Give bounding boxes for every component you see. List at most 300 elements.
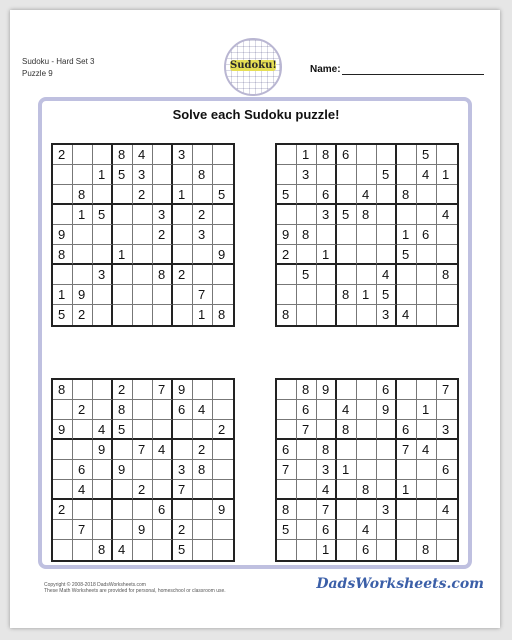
sudoku-cell[interactable]	[277, 400, 297, 420]
sudoku-cell[interactable]	[337, 225, 357, 245]
sudoku-cell: 4	[417, 165, 437, 185]
sudoku-cell[interactable]	[133, 380, 153, 400]
sudoku-cell: 3	[317, 205, 337, 225]
sudoku-cell[interactable]	[357, 460, 377, 480]
sudoku-cell[interactable]	[357, 245, 377, 265]
sudoku-cell[interactable]	[437, 145, 457, 165]
sudoku-cell: 6	[153, 500, 173, 520]
copyright-text: Copyright © 2008-2018 DadsWorksheets.com	[44, 582, 146, 588]
sudoku-cell: 4	[337, 400, 357, 420]
sudoku-cell[interactable]	[193, 245, 213, 265]
sudoku-cell[interactable]	[193, 520, 213, 540]
sudoku-cell: 9	[213, 500, 233, 520]
sudoku-cell: 8	[417, 540, 437, 560]
sudoku-cell: 9	[93, 440, 113, 460]
sudoku-cell[interactable]	[397, 165, 417, 185]
sudoku-cell: 2	[113, 380, 133, 400]
sudoku-cell[interactable]	[417, 500, 437, 520]
sudoku-cell: 8	[437, 265, 457, 285]
sudoku-cell[interactable]	[437, 285, 457, 305]
sudoku-cell: 7	[193, 285, 213, 305]
sudoku-cell[interactable]	[113, 480, 133, 500]
sudoku-cell[interactable]	[93, 520, 113, 540]
sudoku-cell[interactable]	[377, 205, 397, 225]
sudoku-cell[interactable]	[53, 440, 73, 460]
sudoku-cell[interactable]	[153, 245, 173, 265]
sudoku-cell[interactable]	[153, 285, 173, 305]
sudoku-cell[interactable]	[317, 305, 337, 325]
sudoku-cell[interactable]	[133, 285, 153, 305]
sudoku-cell[interactable]	[173, 205, 193, 225]
sudoku-cell: 1	[93, 165, 113, 185]
sudoku-cell[interactable]	[193, 185, 213, 205]
sudoku-cell: 9	[277, 225, 297, 245]
sudoku-cell[interactable]	[337, 540, 357, 560]
sudoku-cell[interactable]	[173, 500, 193, 520]
sudoku-cell[interactable]	[113, 285, 133, 305]
sudoku-cell[interactable]	[153, 185, 173, 205]
sudoku-cell: 1	[173, 185, 193, 205]
sudoku-cell[interactable]	[53, 205, 73, 225]
sudoku-cell[interactable]	[357, 305, 377, 325]
sudoku-cell[interactable]	[53, 400, 73, 420]
sudoku-cell: 7	[317, 500, 337, 520]
sudoku-cell: 1	[357, 285, 377, 305]
sudoku-cell: 4	[113, 540, 133, 560]
sudoku-cell[interactable]	[213, 225, 233, 245]
sudoku-cell: 2	[133, 185, 153, 205]
sudoku-cell: 8	[218, 307, 226, 322]
sudoku-cell[interactable]	[53, 520, 73, 540]
sudoku-cell[interactable]	[153, 165, 173, 185]
sudoku-cell[interactable]	[93, 480, 113, 500]
sudoku-cell[interactable]	[93, 185, 113, 205]
set-title: Sudoku - Hard Set 3	[22, 57, 95, 66]
sudoku-cell[interactable]	[153, 460, 173, 480]
sudoku-cell[interactable]	[297, 305, 317, 325]
sudoku-cell[interactable]	[193, 145, 213, 165]
sudoku-cell[interactable]	[437, 480, 457, 500]
sudoku-cell: 2	[73, 400, 93, 420]
sudoku-cell[interactable]	[193, 500, 213, 520]
sudoku-cell[interactable]	[53, 460, 73, 480]
sudoku-cell: 8	[297, 225, 317, 245]
sudoku-cell: 9	[213, 245, 233, 265]
sudoku-cell[interactable]	[437, 305, 457, 325]
sudoku-logo	[224, 38, 282, 96]
sudoku-cell[interactable]	[213, 380, 233, 400]
sudoku-cell: 2	[53, 500, 73, 520]
sudoku-cell[interactable]	[73, 265, 93, 285]
sudoku-cell: 9	[133, 520, 153, 540]
sudoku-cell[interactable]	[93, 145, 113, 165]
sudoku-cell[interactable]	[193, 420, 213, 440]
sudoku-cell: 9	[377, 400, 397, 420]
sudoku-cell[interactable]	[193, 380, 213, 400]
sudoku-cell[interactable]	[377, 460, 397, 480]
sudoku-cell: 1	[437, 165, 457, 185]
worksheet-meta	[22, 56, 94, 80]
sudoku-cell[interactable]	[73, 145, 93, 165]
sudoku-cell[interactable]	[113, 185, 133, 205]
sudoku-cell: 5	[173, 540, 193, 560]
sudoku-cell[interactable]	[397, 500, 417, 520]
sudoku-cell: 9	[317, 380, 337, 400]
sudoku-cell: 4	[93, 420, 113, 440]
sudoku-cell[interactable]	[417, 520, 437, 540]
sudoku-cell[interactable]	[153, 400, 173, 420]
sudoku-cell[interactable]	[437, 225, 457, 245]
sudoku-cell[interactable]	[113, 205, 133, 225]
sudoku-cell[interactable]	[317, 420, 337, 440]
sudoku-cell[interactable]	[153, 420, 173, 440]
sudoku-cell: 7	[73, 520, 93, 540]
sudoku-cell[interactable]	[417, 460, 437, 480]
instruction-text: Solve each Sudoku puzzle!	[172, 107, 340, 122]
sudoku-cell[interactable]	[357, 165, 377, 185]
sudoku-cell: 3	[173, 145, 193, 165]
sudoku-cell[interactable]	[213, 440, 233, 460]
sudoku-cell[interactable]	[297, 185, 317, 205]
sudoku-cell[interactable]	[133, 500, 153, 520]
sudoku-cell[interactable]	[417, 185, 437, 205]
sudoku-cell[interactable]	[437, 440, 457, 460]
sudoku-cell[interactable]	[437, 540, 457, 560]
sudoku-cell[interactable]	[417, 265, 437, 285]
sudoku-cell[interactable]	[337, 245, 357, 265]
sudoku-cell[interactable]	[133, 540, 153, 560]
sudoku-cell[interactable]	[337, 500, 357, 520]
sudoku-cell[interactable]	[173, 225, 193, 245]
sudoku-cell: 8	[113, 400, 133, 420]
sudoku-cell[interactable]	[337, 480, 357, 500]
sudoku-cell: 4	[437, 205, 457, 225]
sudoku-cell[interactable]	[153, 540, 173, 560]
sudoku-cell[interactable]	[93, 285, 113, 305]
sudoku-cell: 5	[277, 185, 297, 205]
sudoku-cell[interactable]	[73, 380, 93, 400]
sudoku-cell[interactable]	[377, 520, 397, 540]
sudoku-cell: 8	[153, 265, 173, 285]
sudoku-cell[interactable]	[277, 165, 297, 185]
sudoku-cell[interactable]	[53, 165, 73, 185]
sudoku-cell[interactable]	[277, 205, 297, 225]
sudoku-cell[interactable]	[213, 285, 233, 305]
sudoku-cell[interactable]	[397, 380, 417, 400]
sudoku-cell[interactable]	[113, 520, 133, 540]
sudoku-cell[interactable]	[337, 165, 357, 185]
sudoku-cell: 5	[297, 265, 317, 285]
sudoku-cell: 3	[193, 225, 213, 245]
sudoku-cell[interactable]	[93, 305, 113, 325]
sudoku-cell[interactable]	[93, 245, 113, 265]
sudoku-cell[interactable]	[173, 285, 193, 305]
sudoku-cell: 3	[377, 500, 397, 520]
brand-logo: DadsWorksheets.com	[316, 576, 484, 592]
sudoku-cell: 4	[437, 500, 457, 520]
sudoku-cell: 8	[337, 420, 357, 440]
sudoku-cell: 1	[397, 480, 417, 500]
sudoku-cell: 5	[377, 165, 397, 185]
sudoku-cell: 8	[317, 145, 337, 165]
sudoku-cell: 7	[277, 460, 297, 480]
sudoku-cell: 1	[417, 400, 437, 420]
sudoku-cell[interactable]	[297, 460, 317, 480]
sudoku-cell[interactable]	[377, 245, 397, 265]
sudoku-cell[interactable]	[397, 540, 417, 560]
sudoku-cell[interactable]	[213, 520, 233, 540]
sudoku-cell[interactable]	[53, 265, 73, 285]
sudoku-cell[interactable]	[297, 500, 317, 520]
sudoku-cell[interactable]	[417, 245, 437, 265]
sudoku-cell[interactable]	[53, 185, 73, 205]
sudoku-cell: 6	[357, 540, 377, 560]
sudoku-cell[interactable]	[377, 420, 397, 440]
sudoku-cell[interactable]	[297, 480, 317, 500]
sudoku-cell: 5	[417, 145, 437, 165]
sudoku-cell: 1	[193, 305, 213, 325]
sudoku-cell: 1	[317, 245, 337, 265]
sudoku-cell[interactable]	[377, 225, 397, 245]
sudoku-cell[interactable]	[73, 245, 93, 265]
sudoku-cell[interactable]	[277, 285, 297, 305]
sudoku-cell: 8	[277, 500, 297, 520]
sudoku-cell: 7	[153, 380, 173, 400]
sudoku-cell[interactable]	[153, 520, 173, 540]
sudoku-cell: 1	[337, 460, 357, 480]
sudoku-cell[interactable]	[437, 400, 457, 420]
sudoku-cell[interactable]	[153, 480, 173, 500]
sudoku-cell[interactable]	[213, 265, 233, 285]
sudoku-cell[interactable]	[153, 145, 173, 165]
sudoku-cell: 9	[173, 380, 193, 400]
sudoku-cell: 2	[153, 225, 173, 245]
sudoku-cell[interactable]	[377, 185, 397, 205]
sudoku-cell[interactable]	[113, 265, 133, 285]
sudoku-cell[interactable]	[277, 380, 297, 400]
sudoku-cell: 8	[53, 380, 73, 400]
sudoku-cell[interactable]	[397, 460, 417, 480]
sudoku-cell[interactable]	[337, 520, 357, 540]
sudoku-cell[interactable]	[377, 145, 397, 165]
sudoku-cell[interactable]	[317, 400, 337, 420]
sudoku-cell[interactable]	[337, 440, 357, 460]
sudoku-cell: 4	[417, 440, 437, 460]
sudoku-cell[interactable]	[297, 520, 317, 540]
sudoku-cell[interactable]	[357, 225, 377, 245]
sudoku-cell[interactable]	[317, 285, 337, 305]
sudoku-cell[interactable]	[297, 245, 317, 265]
sudoku-cell[interactable]	[277, 540, 297, 560]
sudoku-cell: 3	[133, 165, 153, 185]
sudoku-cell: 1	[397, 225, 417, 245]
sudoku-cell: 4	[153, 440, 173, 460]
sudoku-cell[interactable]	[377, 540, 397, 560]
sudoku-cell[interactable]	[193, 265, 213, 285]
sudoku-cell[interactable]	[297, 540, 317, 560]
sudoku-cell: 3	[317, 460, 337, 480]
sudoku-cell[interactable]	[337, 185, 357, 205]
sudoku-cell[interactable]	[417, 420, 437, 440]
sudoku-cell: 5	[113, 165, 133, 185]
sudoku-cell[interactable]	[437, 185, 457, 205]
sudoku-cell[interactable]	[73, 225, 93, 245]
sudoku-cell[interactable]	[337, 265, 357, 285]
sudoku-cell[interactable]	[93, 500, 113, 520]
sudoku-cell[interactable]	[417, 205, 437, 225]
sudoku-cell[interactable]	[53, 540, 73, 560]
sudoku-cell[interactable]	[73, 440, 93, 460]
sudoku-cell[interactable]	[357, 265, 377, 285]
sudoku-cell[interactable]	[297, 205, 317, 225]
sudoku-cell[interactable]	[213, 460, 233, 480]
sudoku-cell[interactable]	[277, 420, 297, 440]
sudoku-cell[interactable]	[213, 480, 233, 500]
sudoku-cell: 6	[377, 380, 397, 400]
sudoku-cell: 5	[113, 420, 133, 440]
sudoku-cell[interactable]	[277, 480, 297, 500]
sudoku-cell: 9	[53, 225, 73, 245]
sudoku-cell[interactable]	[297, 440, 317, 460]
sudoku-cell[interactable]	[213, 205, 233, 225]
sudoku-cell[interactable]	[277, 265, 297, 285]
sudoku-cell[interactable]	[73, 420, 93, 440]
sudoku-cell[interactable]	[133, 225, 153, 245]
sudoku-cell[interactable]	[93, 400, 113, 420]
sudoku-cell: 7	[397, 440, 417, 460]
sudoku-cell: 4	[357, 185, 377, 205]
sudoku-cell: 1	[73, 205, 93, 225]
sudoku-cell[interactable]	[173, 245, 193, 265]
sudoku-cell[interactable]	[133, 265, 153, 285]
sudoku-cell[interactable]	[213, 540, 233, 560]
sudoku-cell[interactable]	[113, 305, 133, 325]
sudoku-cell[interactable]	[193, 480, 213, 500]
sudoku-cell[interactable]	[337, 305, 357, 325]
sudoku-cell[interactable]	[397, 205, 417, 225]
sudoku-cell[interactable]	[277, 145, 297, 165]
sudoku-cell[interactable]	[113, 440, 133, 460]
sudoku-cell[interactable]	[173, 165, 193, 185]
sudoku-cell[interactable]	[133, 460, 153, 480]
footer	[44, 582, 226, 594]
sudoku-cell[interactable]	[357, 440, 377, 460]
sudoku-cell[interactable]	[113, 500, 133, 520]
sudoku-cell: 7	[297, 420, 317, 440]
sudoku-cell[interactable]	[133, 245, 153, 265]
sudoku-cell: 9	[73, 285, 93, 305]
sudoku-cell[interactable]	[397, 265, 417, 285]
sudoku-cell[interactable]	[93, 380, 113, 400]
sudoku-cell[interactable]	[397, 520, 417, 540]
sudoku-cell: 6	[173, 400, 193, 420]
sudoku-cell[interactable]	[213, 145, 233, 165]
sudoku-cell[interactable]	[193, 540, 213, 560]
sudoku-cell[interactable]	[397, 285, 417, 305]
sudoku-cell[interactable]	[377, 480, 397, 500]
sudoku-cell[interactable]	[213, 165, 233, 185]
sudoku-cell: 6	[297, 400, 317, 420]
puzzle-bottom-right	[275, 378, 459, 562]
sudoku-cell[interactable]	[133, 305, 153, 325]
sudoku-cell: 4	[377, 265, 397, 285]
sudoku-cell[interactable]	[173, 420, 193, 440]
sudoku-cell[interactable]	[113, 225, 133, 245]
sudoku-cell[interactable]	[93, 225, 113, 245]
sudoku-cell[interactable]	[357, 500, 377, 520]
sudoku-cell[interactable]	[133, 205, 153, 225]
sudoku-cell: 2	[173, 265, 193, 285]
sudoku-cell[interactable]	[73, 500, 93, 520]
sudoku-cell: 8	[317, 440, 337, 460]
sudoku-cell[interactable]	[417, 305, 437, 325]
sudoku-cell: 6	[337, 145, 357, 165]
sudoku-cell[interactable]	[153, 305, 173, 325]
sudoku-cell: 4	[357, 520, 377, 540]
sudoku-cell: 3	[173, 460, 193, 480]
sudoku-cell[interactable]	[173, 440, 193, 460]
sudoku-cell[interactable]	[73, 165, 93, 185]
sudoku-cell[interactable]	[417, 380, 437, 400]
sudoku-cell[interactable]	[317, 165, 337, 185]
name-line	[342, 74, 484, 75]
sudoku-cell[interactable]	[73, 540, 93, 560]
sudoku-cell[interactable]	[93, 460, 113, 480]
sudoku-cell: 5	[213, 185, 233, 205]
sudoku-cell[interactable]	[133, 420, 153, 440]
sudoku-cell[interactable]	[337, 380, 357, 400]
sudoku-cell[interactable]	[357, 420, 377, 440]
sudoku-cell: 7	[173, 480, 193, 500]
sudoku-cell[interactable]	[397, 145, 417, 165]
sudoku-cell[interactable]	[417, 285, 437, 305]
sudoku-cell[interactable]	[417, 480, 437, 500]
sudoku-cell: 5	[377, 285, 397, 305]
sudoku-cell: 2	[133, 480, 153, 500]
puzzle-label: Puzzle 9	[22, 69, 53, 78]
sudoku-cell[interactable]	[357, 380, 377, 400]
sudoku-cell: 6	[317, 185, 337, 205]
sudoku-cell: 8	[193, 460, 213, 480]
sudoku-cell[interactable]	[53, 480, 73, 500]
sudoku-cell: 8	[337, 285, 357, 305]
sudoku-cell[interactable]	[317, 265, 337, 285]
sudoku-cell: 8	[113, 145, 133, 165]
sudoku-cell[interactable]	[437, 520, 457, 540]
sudoku-cell: 4	[133, 145, 153, 165]
sudoku-cell: 6	[73, 460, 93, 480]
sudoku-cell: 8	[357, 480, 377, 500]
sudoku-cell[interactable]	[357, 400, 377, 420]
sudoku-cell[interactable]	[173, 305, 193, 325]
sudoku-cell[interactable]	[213, 400, 233, 420]
sudoku-cell: 2	[173, 520, 193, 540]
sudoku-cell[interactable]	[297, 285, 317, 305]
sudoku-cell: 8	[357, 205, 377, 225]
sudoku-cell: 7	[133, 440, 153, 460]
sudoku-cell[interactable]	[317, 225, 337, 245]
sudoku-cell[interactable]	[437, 245, 457, 265]
sudoku-cell[interactable]	[357, 145, 377, 165]
sudoku-cell: 6	[277, 440, 297, 460]
sudoku-cell: 2	[193, 440, 213, 460]
sudoku-cell: 2	[277, 245, 297, 265]
sudoku-cell[interactable]	[133, 400, 153, 420]
sudoku-cell[interactable]	[377, 440, 397, 460]
usage-note: These Math Worksheets are provided for personal, homeschool or classroom use.	[44, 588, 226, 594]
sudoku-cell: 2	[73, 305, 93, 325]
sudoku-cell[interactable]	[397, 400, 417, 420]
